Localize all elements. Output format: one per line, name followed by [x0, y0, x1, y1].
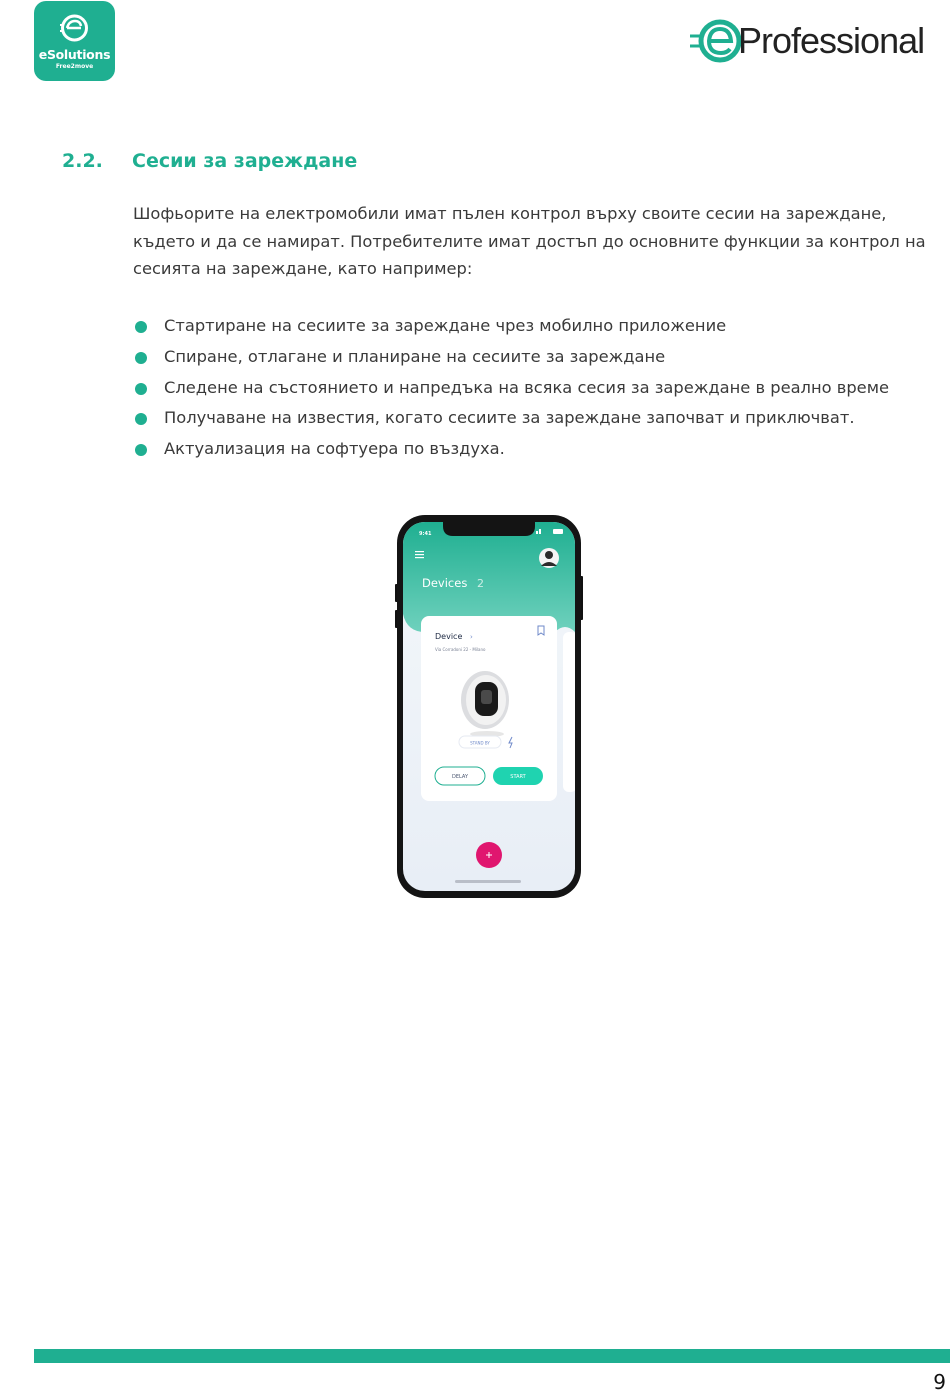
add-device-fab[interactable] [476, 842, 502, 868]
chevron-right-icon: › [470, 633, 473, 641]
avatar[interactable] [539, 548, 559, 568]
esolutions-logo [34, 1, 115, 81]
devices-count: 2 [477, 577, 484, 590]
bullet-icon [135, 444, 147, 456]
list-item-text: Получаване на известия, когато сесиите за зареждане започват и приключват. [164, 408, 855, 428]
footer-bar [34, 1349, 950, 1363]
devices-label: Devices [422, 576, 468, 590]
list-item-text: Следене на състоянието и напредъка на всяка сесия за зареждане в реално време [164, 377, 889, 397]
status-text: STAND BY [470, 740, 490, 746]
start-button-label: START [510, 774, 526, 780]
list-item-text: Стартиране на сесиите за зареждане чрез мобилно приложение [164, 316, 727, 335]
e-plug-icon [688, 16, 744, 66]
intro-paragraph: Шофьорите на електромобили имат пълен контрол върху своите сесии на зареждане, където и да се намират. Потребителите имат достъп до основните функции за контрол на сесията на зареждане, като например: [133, 204, 926, 278]
phone-notch [443, 522, 535, 536]
logo-word: Professional [738, 20, 925, 61]
device-title[interactable]: Device [435, 632, 463, 641]
menu-icon[interactable] [415, 551, 424, 558]
list-item [133, 313, 943, 344]
home-indicator [455, 880, 521, 883]
list-item [133, 405, 943, 436]
next-card-peek [563, 632, 577, 792]
logo-sub-text: Free2move [55, 63, 94, 70]
list-item-text: Актуализация на софтуера по въздуха. [164, 439, 505, 458]
phone-mockup [395, 514, 584, 899]
device-address: Via Corradoni 22 - Milano [435, 647, 486, 652]
page-number: 9 [933, 1370, 946, 1394]
list-item-text: Спиране, отлагане и планиране на сесиите за зареждане [164, 346, 666, 366]
list-item [133, 436, 943, 467]
section-number: 2.2. [62, 150, 103, 172]
e-plug-icon [34, 13, 115, 43]
feature-list [133, 313, 943, 467]
bullet-icon [135, 321, 147, 333]
bullet-icon [135, 352, 147, 364]
bullet-icon [135, 383, 147, 395]
list-item [133, 344, 943, 375]
delay-button-label: DELAY [452, 774, 468, 780]
status-time: 9:41 [419, 531, 432, 537]
list-item [133, 375, 943, 406]
section-title: Сесии за зареждане [132, 150, 358, 172]
bullet-icon [135, 413, 147, 425]
logo-brand-text: eSolutions [38, 47, 111, 62]
eprofessional-logo [688, 16, 950, 66]
